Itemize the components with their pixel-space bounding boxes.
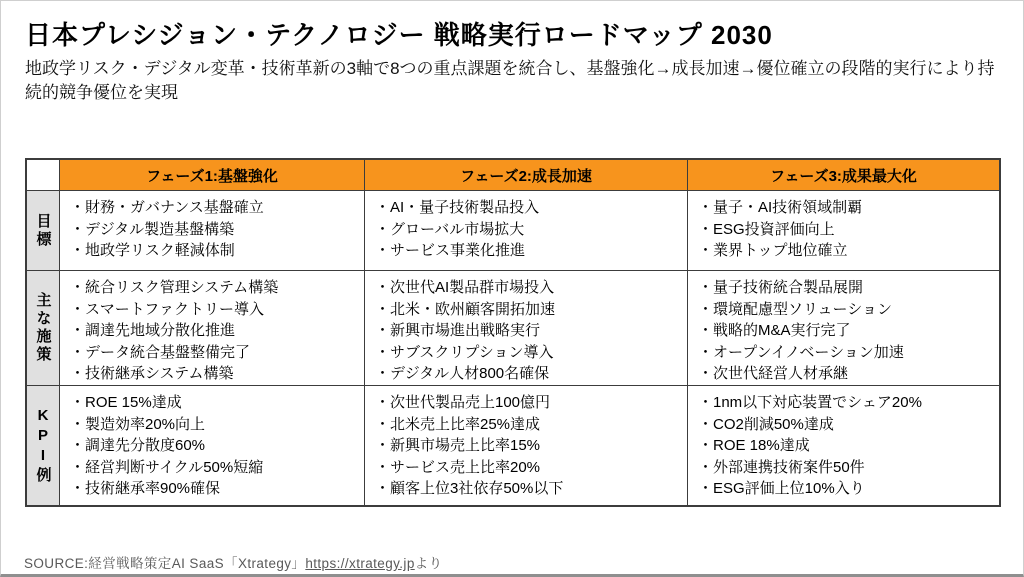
bullet-item: ・調達先分散度60%: [70, 437, 206, 454]
bullet-item: ・財務・ガバナンス基盤確立: [70, 199, 264, 216]
bullet-item: ・ESG評価上位10%入り: [698, 480, 865, 497]
bullet-item: ・経営判断サイクル50%短縮: [70, 458, 264, 476]
bullet-item: ・ROE 18%達成: [698, 437, 810, 454]
bullet-item: ・北米・欧州顧客開拓加速: [375, 300, 556, 318]
row-label-goals: [27, 191, 60, 271]
bullet-list: [375, 392, 681, 500]
bullet-item: ・業界トップ地位確立: [698, 242, 848, 259]
bullet-item: ・新興市場売上比率15%: [375, 437, 541, 454]
cell-goals-phase1: [60, 191, 365, 271]
cell-goals-phase3: [688, 191, 999, 271]
bullet-item: ・デジタル製造基盤構築: [70, 220, 235, 238]
row-label-kpi-text: KPI例: [34, 406, 52, 485]
source-suffix: より: [414, 556, 443, 571]
roadmap-table: [25, 158, 1001, 507]
phase-header-1: フェーズ1:基盤強化: [60, 160, 365, 191]
bullet-item: ・1nm以下対応装置でシェア20%: [698, 394, 922, 411]
row-label-goals-text: 目標: [34, 212, 52, 249]
cell-initiatives-phase2: [365, 271, 688, 386]
page-subtitle: 地政学リスク・デジタル変革・技術革新の3軸で8つの重点課題を統合し、基盤強化→成長加速→優位確立の段階的実行により持続的競争優位を実現: [25, 59, 995, 102]
bullet-item: ・量子技術統合製品展開: [698, 279, 864, 296]
bullet-item: ・調達先地域分散化推進: [70, 322, 236, 339]
bullet-list: [698, 277, 993, 385]
cell-kpi-phase3: [688, 386, 999, 505]
cell-kpi-phase2: [365, 386, 688, 505]
cell-initiatives-phase1: [60, 271, 365, 386]
bullet-item: ・製造効率20%向上: [70, 415, 206, 433]
bullet-item: ・サービス売上比率20%: [375, 458, 541, 476]
bullet-item: ・グローバル市場拡大: [375, 220, 525, 238]
bullet-item: ・北米売上比率25%達成: [375, 415, 541, 433]
phase-header-3: フェーズ3:成果最大化: [688, 160, 999, 191]
bullet-item: ・次世代経営人材承継: [698, 365, 849, 382]
source-line: [24, 552, 443, 572]
row-label-kpi: [27, 386, 60, 505]
row-label-initiatives: [27, 271, 60, 386]
bullet-list: [698, 197, 993, 262]
bullet-item: ・顧客上位3社依存50%以下: [375, 480, 564, 497]
bullet-item: ・技術継承率90%確保: [70, 480, 221, 497]
bullet-item: ・デジタル人材800名確保: [375, 365, 550, 382]
source-prefix: SOURCE:経営戦略策定AI SaaS「Xtrategy」: [24, 556, 306, 571]
bullet-item: ・オープンイノベーション加速: [698, 343, 904, 361]
bullet-list: [70, 197, 358, 262]
bullet-list: [375, 277, 681, 385]
bullet-item: ・戦略的M&A実行完了: [698, 322, 851, 339]
bullet-list: [375, 197, 681, 262]
phase-header-2: フェーズ2:成長加速: [365, 160, 688, 191]
row-label-initiatives-text: 主な施策: [34, 292, 52, 364]
page-title: 日本プレシジョン・テクノロジー 戦略実行ロードマップ 2030: [25, 20, 773, 50]
cell-kpi-phase1: [60, 386, 365, 505]
bullet-item: ・AI・量子技術製品投入: [375, 199, 540, 216]
cell-goals-phase2: [365, 191, 688, 271]
bullet-item: ・地政学リスク軽減体制: [70, 242, 235, 259]
bullet-list: [70, 392, 358, 500]
cell-initiatives-phase3: [688, 271, 999, 386]
bullet-item: ・量子・AI技術領域制覇: [698, 199, 863, 216]
bullet-item: ・新興市場進出戦略実行: [375, 322, 541, 339]
bullet-item: ・ESG投資評価向上: [698, 220, 835, 238]
bullet-item: ・CO2削減50%達成: [698, 415, 834, 433]
bullet-item: ・サービス事業化推進: [375, 242, 526, 259]
bullet-item: ・技術継承システム構築: [70, 365, 234, 382]
bullet-item: ・データ統合基盤整備完了: [70, 343, 251, 361]
bullet-item: ・サブスクリプション導入: [375, 343, 554, 361]
bullet-item: ・ROE 15%達成: [70, 394, 182, 411]
bullet-item: ・外部連携技術案件50件: [698, 458, 865, 476]
bullet-item: ・次世代AI製品群市場投入: [375, 279, 555, 296]
corner-cell: [27, 160, 60, 191]
bullet-item: ・環境配慮型ソリューション: [698, 300, 892, 318]
bullet-item: ・スマートファクトリー導入: [70, 300, 264, 318]
bullet-item: ・次世代製品売上100億円: [375, 394, 551, 411]
bullet-list: [698, 392, 993, 500]
bullet-item: ・統合リスク管理システム構築: [70, 279, 279, 296]
bullet-list: [70, 277, 358, 385]
source-link[interactable]: https://xtrategy.jp: [305, 556, 415, 571]
